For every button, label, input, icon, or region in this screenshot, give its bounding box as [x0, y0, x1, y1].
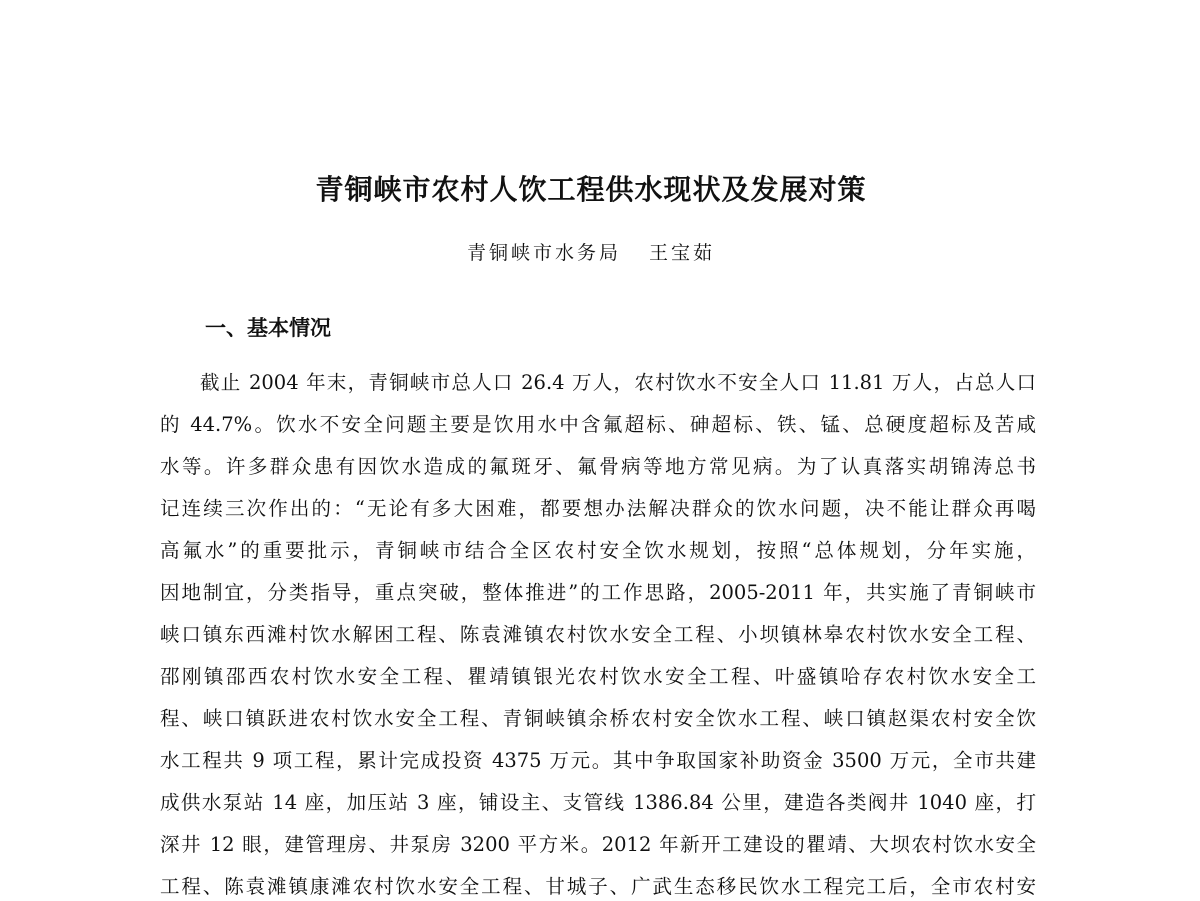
paragraph-line: 的 44.7%。饮水不安全问题主要是饮用水中含氟超标、砷超标、铁、锰、总硬度超标及苦咸 — [160, 413, 1036, 436]
section-heading: 一、基本情况 — [205, 316, 331, 340]
paragraph-line: 成供水泵站 14 座，加压站 3 座，铺设主、支管线 1386.84 公里，建造各类阀井 1040 座，打 — [160, 791, 1036, 814]
paragraph-line: 记连续三次作出的：“无论有多大困难，都要想办法解决群众的饮水问题，决不能让群众再喝 — [160, 497, 1036, 520]
paragraph-line: 峡口镇东西滩村饮水解困工程、陈袁滩镇农村饮水安全工程、小坝镇林皋农村饮水安全工程、 — [160, 623, 1036, 646]
paragraph-line: 水工程共 9 项工程，累计完成投资 4375 万元。其中争取国家补助资金 3500 万元，全市共建 — [160, 749, 1036, 772]
paragraph-line: 邵刚镇邵西农村饮水安全工程、瞿靖镇银光农村饮水安全工程、叶盛镇哈存农村饮水安全工 — [160, 665, 1036, 688]
paragraph-line: 高氟水”的重要批示，青铜峡市结合全区农村安全饮水规划，按照“总体规划，分年实施， — [160, 539, 1036, 562]
byline-org: 青铜峡市水务局 — [466, 242, 621, 264]
paragraph-line: 水等。许多群众患有因饮水造成的氟斑牙、氟骨病等地方常见病。为了认真落实胡锦涛总书 — [160, 455, 1036, 478]
byline — [0, 238, 1182, 265]
paragraph-line: 深井 12 眼，建管理房、井泵房 3200 平方米。2012 年新开工建设的瞿靖、大坝农村饮水安全 — [160, 833, 1036, 856]
document-title: 青铜峡市农村人饮工程供水现状及发展对策 — [315, 173, 867, 206]
byline-author: 王宝茹 — [649, 242, 716, 264]
paragraph-line: 程、峡口镇跃进农村饮水安全工程、青铜峡镇余桥农村安全饮水工程、峡口镇赵渠农村安全饮 — [160, 707, 1036, 730]
paragraph-line: 截止 2004 年末，青铜峡市总人口 26.4 万人，农村饮水不安全人口 11.81 万人，占总人口 — [200, 371, 1036, 394]
paragraph-line: 工程、陈袁滩镇康滩农村饮水安全工程、甘城子、广武生态移民饮水工程完工后，全市农村安 — [160, 875, 1036, 898]
paragraph-line: 因地制宜，分类指导，重点突破，整体推进”的工作思路，2005-2011 年，共实施了青铜峡市 — [160, 581, 1036, 604]
